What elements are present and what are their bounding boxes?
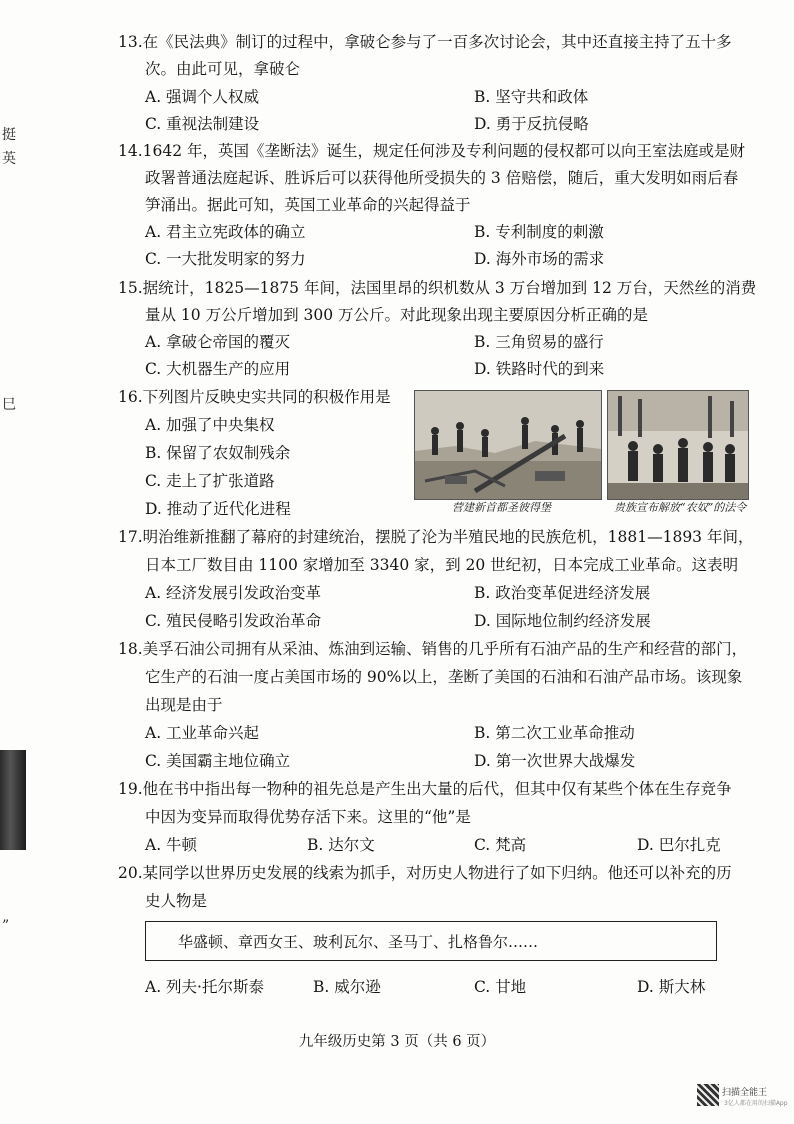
scanner-brand: 扫描全能王 <box>722 1088 768 1098</box>
option-d[interactable]: D. 铁路时代的到来 <box>474 360 605 378</box>
option-b[interactable]: B. 达尔文 <box>307 836 375 854</box>
option-d[interactable]: D. 第一次世界大战爆发 <box>474 752 636 770</box>
option-c[interactable]: C. 走上了扩张道路 <box>145 472 275 490</box>
question-14-stem: 14.1642 年，英国《垄断法》诞生，规定任何涉及专利问题的侵权都可以向王室法庭或是财 <box>118 142 746 160</box>
option-b[interactable]: B. 专利制度的刺激 <box>474 223 604 241</box>
option-a[interactable]: A. 列夫·托尔斯泰 <box>145 978 264 996</box>
option-d[interactable]: D. 海外市场的需求 <box>474 250 605 268</box>
margin-fragment: 挺 <box>2 127 16 143</box>
page-footer: 九年级历史第 3 页（共 6 页） <box>298 1034 496 1050</box>
option-b[interactable]: B. 坚守共和政体 <box>474 88 589 106</box>
question-20-stem: 20.某同学以世界历史发展的线索为抓手，对历史人物进行了如下归纳。他还可以补充的历 <box>118 864 732 882</box>
image-caption: 贵族宣布解放“农奴”的法令 <box>614 501 747 514</box>
option-d[interactable]: D. 勇于反抗侵略 <box>474 115 589 133</box>
qr-code-icon <box>697 1084 719 1106</box>
option-c[interactable]: C. 甘地 <box>474 978 527 996</box>
question-19-stem: 19.他在书中指出每一物种的祖先总是产生出大量的后代，但其中仅有某些个体在生存竞争 <box>118 780 732 798</box>
option-c[interactable]: C. 大机器生产的应用 <box>145 360 291 378</box>
option-c[interactable]: C. 美国霸主地位确立 <box>145 752 291 770</box>
option-b[interactable]: B. 威尔逊 <box>313 978 381 996</box>
margin-fragment: 英 <box>2 151 16 167</box>
question-14-stem: 政署普通法庭起诉、胜诉后可以获得他所受损失的 3 倍赔偿，随后，重大发明如雨后春 <box>145 169 739 187</box>
question-16-stem: 16.下列图片反映史实共同的积极作用是 <box>118 388 391 406</box>
image-caption: 营建新首都圣彼得堡 <box>452 501 551 514</box>
option-d[interactable]: D. 推动了近代化进程 <box>145 500 291 518</box>
question-15-stem: 15.据统计，1825—1875 年间，法国里昂的织机数从 3 万台增加到 12 万台，天然丝的消费 <box>118 279 757 297</box>
question-14-stem: 笋涌出。据此可知，英国工业革命的兴起得益于 <box>145 196 471 214</box>
option-b[interactable]: B. 保留了农奴制残余 <box>145 444 291 462</box>
option-d[interactable]: D. 国际地位制约经济发展 <box>474 612 651 630</box>
option-b[interactable]: B. 政治变革促进经济发展 <box>474 584 651 602</box>
scanner-tagline: 3亿人都在用的扫描App <box>724 1100 788 1107</box>
question-20-stem: 史人物是 <box>145 892 208 910</box>
historical-figures-box <box>145 921 717 961</box>
option-b[interactable]: B. 第二次工业革命推动 <box>474 724 635 742</box>
option-c[interactable]: C. 一大批发明家的努力 <box>145 250 306 268</box>
option-b[interactable]: B. 三角贸易的盛行 <box>474 333 604 351</box>
option-a[interactable]: A. 加强了中央集权 <box>145 416 275 434</box>
serf-emancipation-decree-image <box>607 390 749 500</box>
question-13-stem: 次。由此可见，拿破仑 <box>145 60 301 78</box>
question-17-stem: 日本工厂数目由 1100 家增加至 3340 家，到 20 世纪初，日本完成工业革命。这表明 <box>145 556 739 574</box>
question-18-stem: 18.美孚石油公司拥有从采油、炼油到运输、销售的几乎所有石油产品的生产和经营的部门， <box>118 640 748 658</box>
question-13-stem: 13.在《民法典》制订的过程中，拿破仑参与了一百多次讨论会，其中还直接主持了五十多 <box>118 33 732 51</box>
margin-fragment: 巳 <box>2 397 16 413</box>
question-15-stem: 量从 10 万公斤增加到 300 万公斤。对此现象出现主要原因分析正确的是 <box>145 306 649 324</box>
question-18-stem: 它生产的石油一度占美国市场的 90%以上，垄断了美国的石油和石油产品市场。该现象 <box>145 668 743 686</box>
historical-figures-list: 华盛顿、章西女王、玻利瓦尔、圣马丁、扎格鲁尔…… <box>178 933 539 951</box>
option-a[interactable]: A. 拿破仑帝国的覆灭 <box>145 333 291 351</box>
option-d[interactable]: D. 巴尔扎克 <box>637 836 721 854</box>
question-19-stem: 中因为变异而取得优势存活下来。这里的“他”是 <box>145 808 471 826</box>
option-a[interactable]: A. 君主立宪政体的确立 <box>145 223 306 241</box>
option-c[interactable]: C. 重视法制建设 <box>145 115 260 133</box>
option-a[interactable]: A. 工业革命兴起 <box>145 724 260 742</box>
saint-petersburg-construction-image <box>414 390 602 500</box>
option-a[interactable]: A. 经济发展引发政治变革 <box>145 584 322 602</box>
question-17-stem: 17.明治维新推翻了幕府的封建统治，摆脱了沦为半殖民地的民族危机，1881—1893 年间， <box>118 528 754 546</box>
option-d[interactable]: D. 斯大林 <box>637 978 706 996</box>
option-c[interactable]: C. 殖民侵略引发政治革命 <box>145 612 322 630</box>
option-a[interactable]: A. 牛顿 <box>145 836 198 854</box>
margin-fragment: ” <box>2 918 10 934</box>
margin-photo-fragment <box>0 750 26 850</box>
option-a[interactable]: A. 强调个人权威 <box>145 88 260 106</box>
question-18-stem: 出现是由于 <box>145 696 223 714</box>
option-c[interactable]: C. 梵高 <box>474 836 527 854</box>
